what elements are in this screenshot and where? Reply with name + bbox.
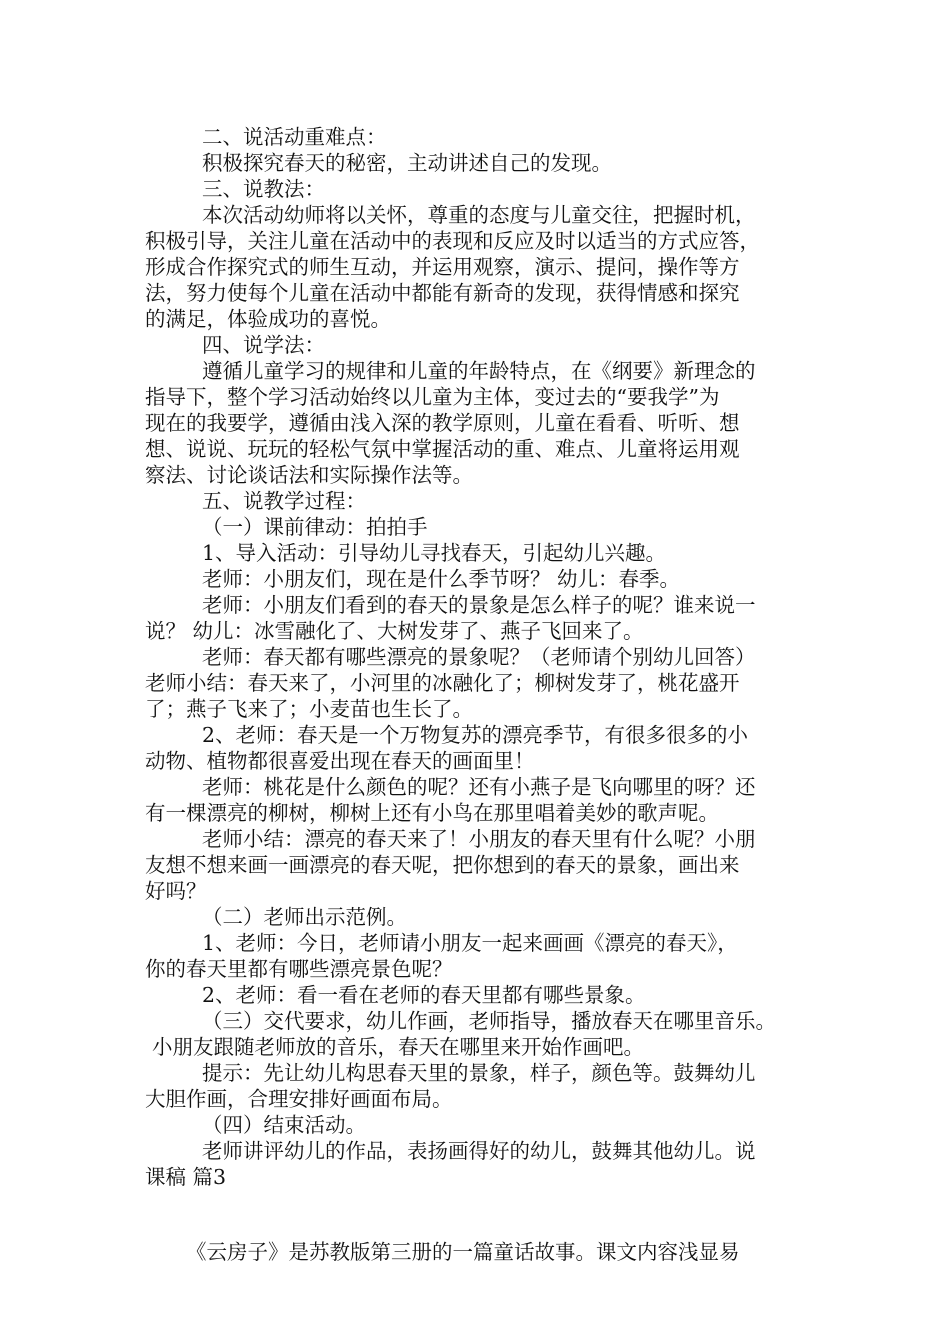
paragraph-line: 老师小结：春天来了，小河里的冰融化了；柳树发芽了，桃花盛开 xyxy=(145,671,740,695)
paragraph-line: 老师：小朋友们，现在是什么季节呀？ 幼儿：春季。 xyxy=(202,567,681,591)
paragraph-line: 大胆作画，合理安排好画面布局。 xyxy=(145,1087,453,1111)
paragraph-line: 老师：桃花是什么颜色的呢？还有小燕子是飞向哪里的呀？还 xyxy=(202,775,756,799)
section-label: 课稿 篇3 xyxy=(145,1165,227,1189)
paragraph-line: 你的春天里都有哪些漂亮景色呢？ xyxy=(145,957,453,981)
subheading-demo: （二）老师出示范例。 xyxy=(202,905,407,929)
paragraph-line: 老师：小朋友们看到的春天的景象是怎么样子的呢？谁来说一 xyxy=(202,593,756,617)
paragraph-line: 指导下，整个学习活动始终以儿童为主体，变过去的“要我学”为 xyxy=(145,385,720,409)
heading-key-points: 二、说活动重难点： xyxy=(202,125,387,149)
paragraph-line: 说？ 幼儿：冰雪融化了、大树发芽了、燕子飞回来了。 xyxy=(145,619,644,643)
paragraph-line: 察法、讨论谈话法和实际操作法等。 xyxy=(145,463,473,487)
heading-learning-method: 四、说学法： xyxy=(202,333,325,357)
paragraph-line: 本次活动幼师将以关怀，尊重的态度与儿童交往，把握时机， xyxy=(202,203,756,227)
paragraph-line: 法，努力使每个儿童在活动中都能有新奇的发现，获得情感和探究 xyxy=(145,281,740,305)
paragraph-line: 提示：先让幼儿构思春天里的景象，样子，颜色等。鼓舞幼儿 xyxy=(202,1061,756,1085)
paragraph-line: 积极引导，关注儿童在活动中的表现和反应及时以适当的方式应答， xyxy=(145,229,760,253)
paragraph-line: 遵循儿童学习的规律和儿童的年龄特点，在《纲要》新理念的 xyxy=(202,359,756,383)
subheading-warmup: （一）课前律动：拍拍手 xyxy=(202,515,428,539)
paragraph-line: 老师小结：漂亮的春天来了！小朋友的春天里有什么呢？小朋 xyxy=(202,827,756,851)
paragraph-line: 想、说说、玩玩的轻松气氛中掌握活动的重、难点、儿童将运用观 xyxy=(145,437,740,461)
paragraph-line: 《云房子》是苏教版第三册的一篇童话故事。课文内容浅显易 xyxy=(186,1240,740,1264)
paragraph-line: 形成合作探究式的师生互动，并运用观察，演示、提问，操作等方 xyxy=(145,255,740,279)
paragraph-line: 有一棵漂亮的柳树，柳树上还有小鸟在那里唱着美妙的歌声呢。 xyxy=(145,801,719,825)
subheading-requirements: （三）交代要求，幼儿作画，老师指导，播放春天在哪里音乐。 xyxy=(202,1009,776,1033)
paragraph-line: 老师：春天都有哪些漂亮的景象呢？（老师请个别幼儿回答） xyxy=(202,645,756,669)
paragraph-line: 现在的我要学，遵循由浅入深的教学原则，儿童在看看、听听、想 xyxy=(145,411,740,435)
paragraph-line: 动物、植物都很喜爱出现在春天的画面里！ xyxy=(145,749,535,773)
paragraph-line: 1、导入活动：引导幼儿寻找春天，引起幼儿兴趣。 xyxy=(202,541,667,565)
paragraph-line: 2、老师：看一看在老师的春天里都有哪些景象。 xyxy=(202,983,646,1007)
paragraph-line: 小朋友跟随老师放的音乐，春天在哪里来开始作画吧。 xyxy=(152,1035,644,1059)
paragraph-line: 老师讲评幼儿的作品，表扬画得好的幼儿，鼓舞其他幼儿。说 xyxy=(202,1139,756,1163)
paragraph-line: 好吗？ xyxy=(145,879,207,903)
paragraph-line: 友想不想来画一画漂亮的春天呢，把你想到的春天的景象，画出来 xyxy=(145,853,740,877)
paragraph-line: 1、老师：今日，老师请小朋友一起来画画《漂亮的春天》， xyxy=(202,931,738,955)
paragraph-line: 的满足，体验成功的喜悦。 xyxy=(145,307,391,331)
heading-teaching-method: 三、说教法： xyxy=(202,177,325,201)
paragraph-line: 了；燕子飞来了；小麦苗也生长了。 xyxy=(145,697,473,721)
subheading-ending: （四）结束活动。 xyxy=(202,1113,366,1137)
paragraph-line: 积极探究春天的秘密，主动讲述自己的发现。 xyxy=(202,151,612,175)
heading-teaching-process: 五、说教学过程： xyxy=(202,489,366,513)
paragraph-line: 2、老师：春天是一个万物复苏的漂亮季节，有很多很多的小 xyxy=(202,723,749,747)
